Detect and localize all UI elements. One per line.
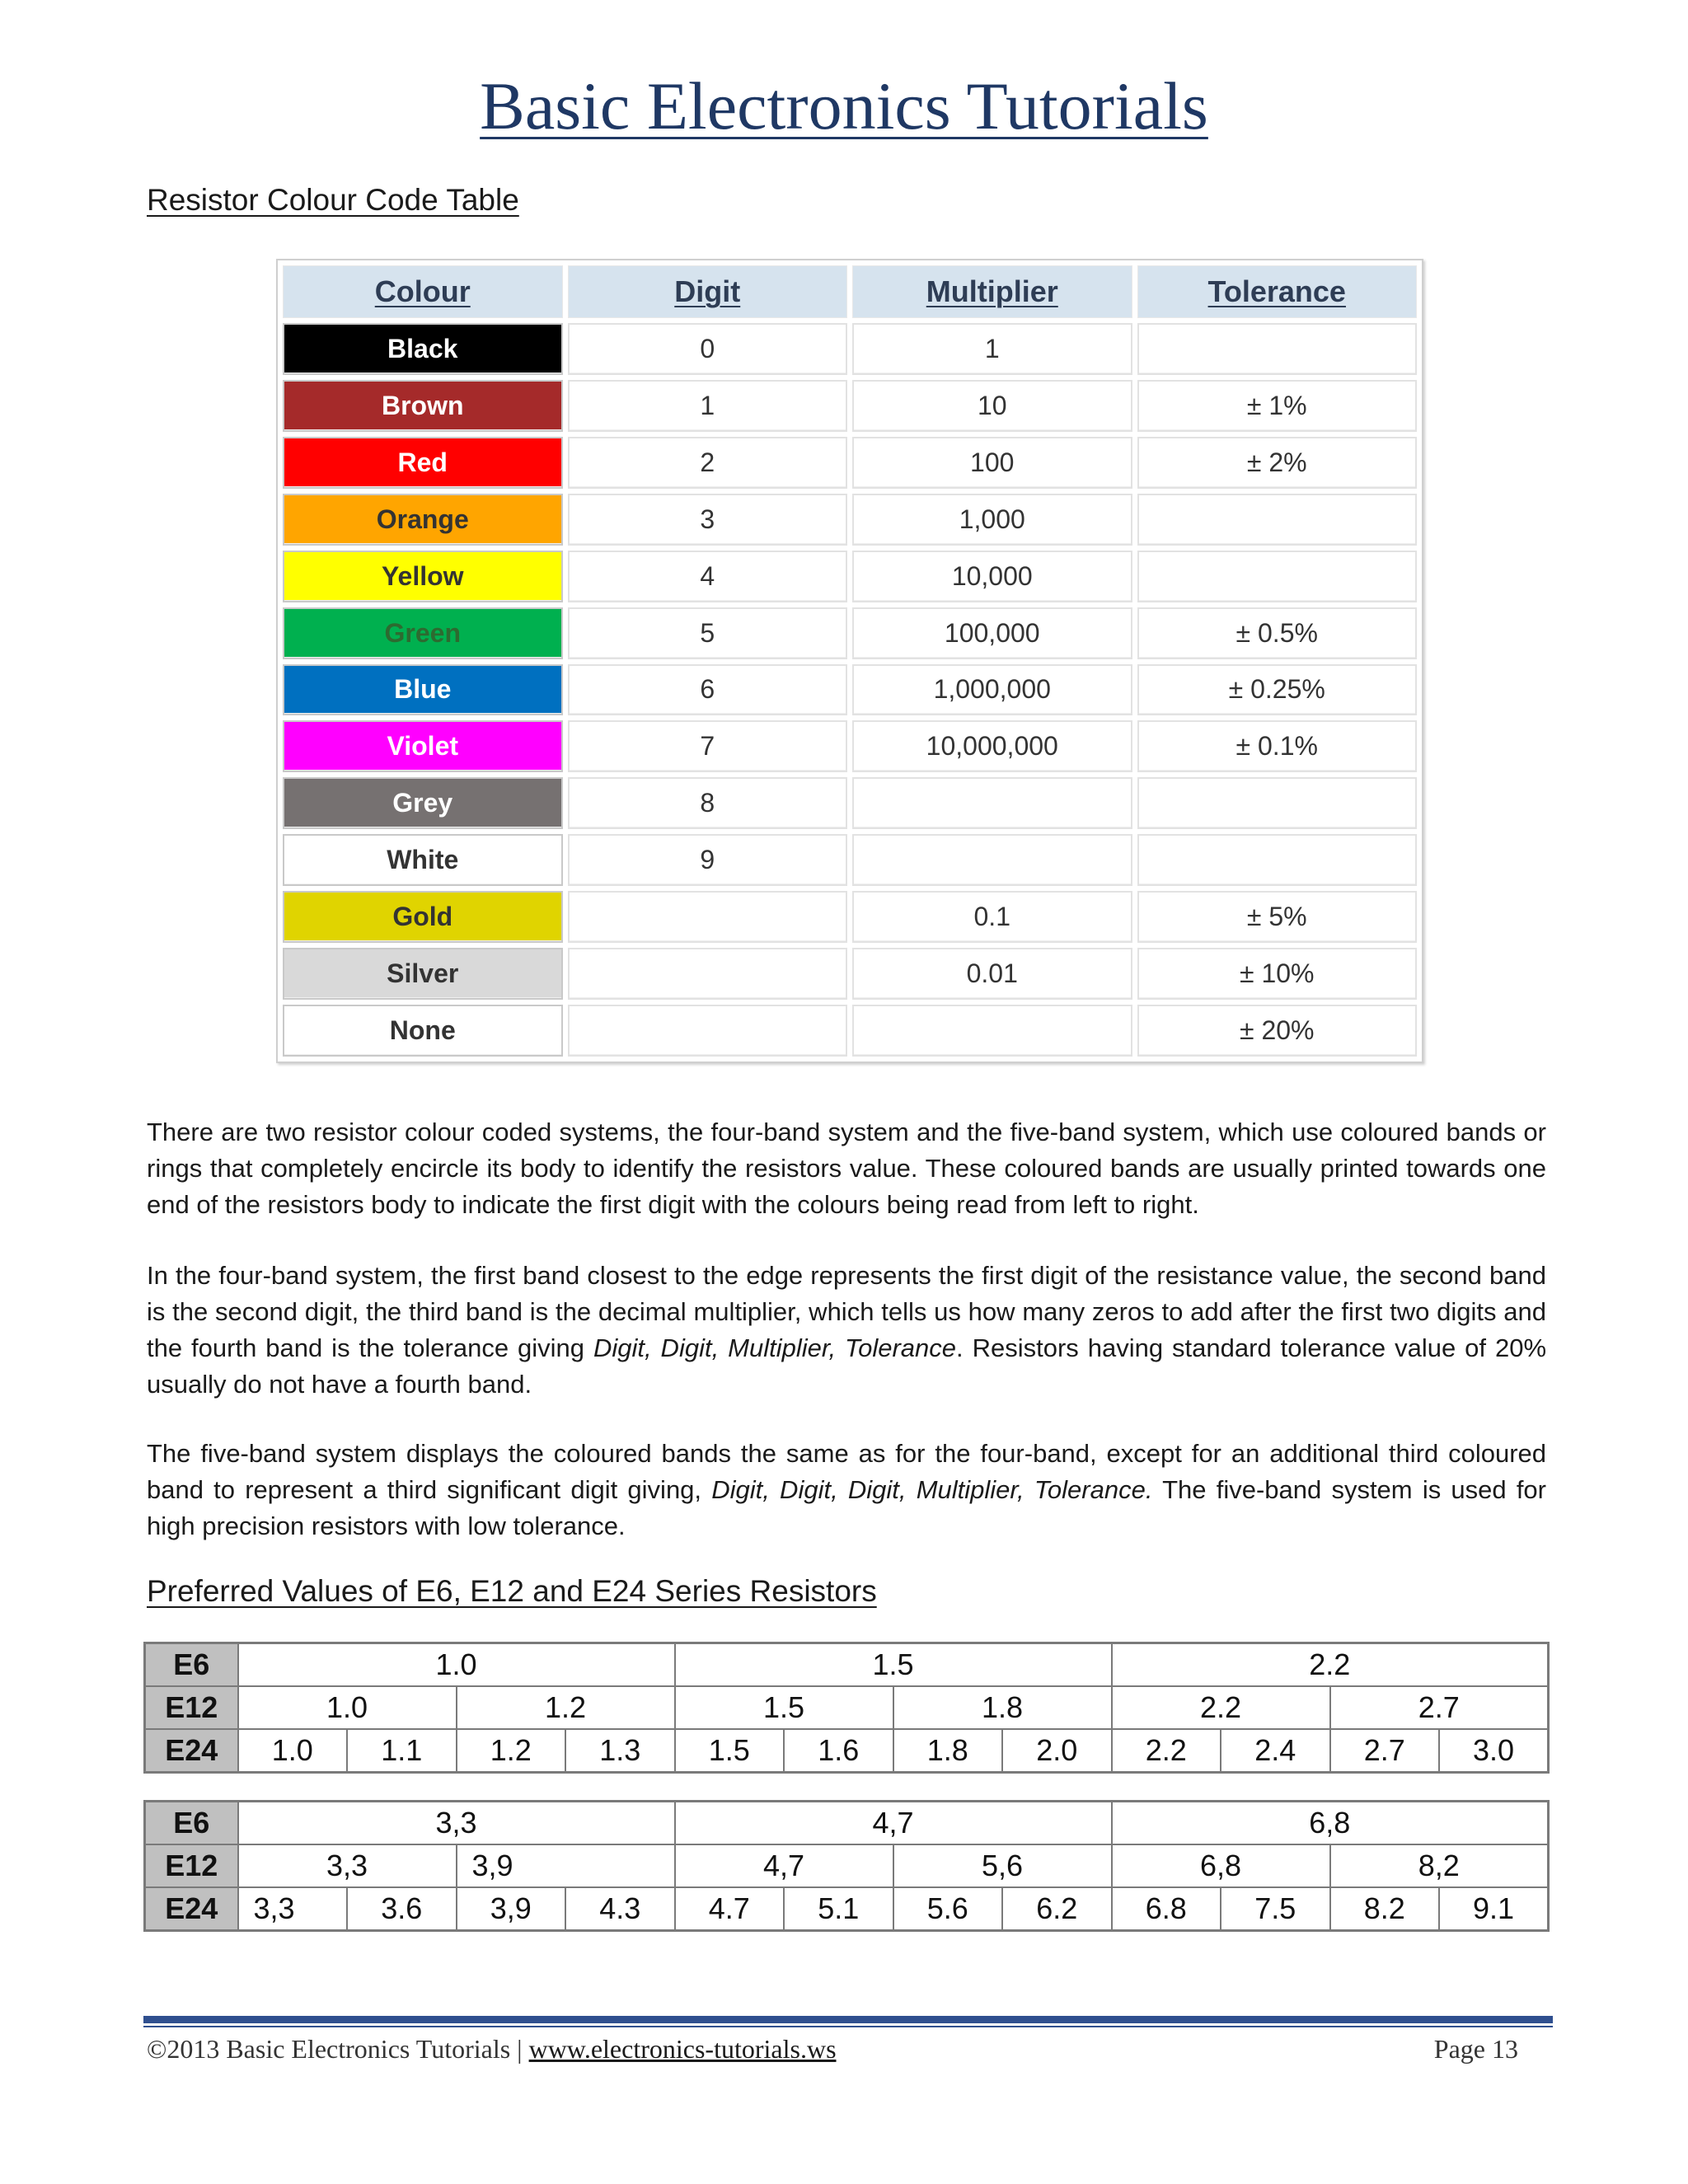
colour-swatch-cell: Brown [283, 380, 563, 432]
digit-cell: 0 [568, 323, 848, 375]
e12-value: 1.5 [675, 1686, 893, 1729]
colour-code-table-container [276, 259, 1423, 1063]
footer-copyright: ©2013 Basic Electronics Tutorials [147, 2034, 511, 2064]
tolerance-cell: ± 0.1% [1137, 720, 1418, 772]
page-title: Basic Electronics Tutorials [480, 68, 1208, 143]
paragraph-emphasis: Digit, Digit, Multiplier, Tolerance [593, 1333, 957, 1362]
colour-table-body [283, 323, 1417, 1057]
e24-value: 3,9 [457, 1887, 566, 1931]
e6-value: 1.5 [675, 1643, 1112, 1687]
colour-swatch-cell: Yellow [283, 551, 563, 602]
paragraph-five-band [147, 1436, 1546, 1544]
e6-row [145, 1643, 1549, 1687]
e24-value: 2.2 [1112, 1729, 1221, 1773]
multiplier-cell: 0.01 [852, 948, 1132, 1000]
e6-value: 3,3 [238, 1802, 675, 1845]
tolerance-cell [1137, 323, 1418, 375]
multiplier-cell: 1 [852, 323, 1132, 375]
e24-value: 2.4 [1221, 1729, 1330, 1773]
e12-value: 3,9 [457, 1844, 675, 1887]
e24-value: 6.2 [1002, 1887, 1112, 1931]
row-header-e24: E24 [145, 1729, 238, 1773]
table-row [283, 1005, 1417, 1057]
column-header-colour[interactable]: Colour [283, 265, 563, 318]
digit-cell: 8 [568, 777, 848, 829]
e12-value: 2.7 [1330, 1686, 1549, 1729]
multiplier-cell: 1,000,000 [852, 664, 1132, 716]
colour-swatch-cell: Gold [283, 891, 563, 943]
colour-swatch-cell: None [283, 1005, 563, 1057]
e24-value: 2.0 [1002, 1729, 1112, 1773]
e6-row [145, 1802, 1549, 1845]
table-row [283, 664, 1417, 716]
digit-cell [568, 891, 848, 943]
row-header-e12: E12 [145, 1686, 238, 1729]
paragraph-four-band [147, 1258, 1546, 1403]
tolerance-cell: ± 0.25% [1137, 664, 1418, 716]
e24-value: 8.2 [1330, 1887, 1440, 1931]
e12-value: 1.2 [457, 1686, 675, 1729]
e24-value: 7.5 [1221, 1887, 1330, 1931]
e24-value: 9.1 [1439, 1887, 1549, 1931]
table-row [283, 380, 1417, 432]
colour-swatch-cell: Red [283, 437, 563, 489]
e12-row [145, 1686, 1549, 1729]
footer-rule [143, 2016, 1553, 2023]
table-row [283, 437, 1417, 489]
column-header-multiplier[interactable]: Multiplier [852, 265, 1132, 318]
multiplier-cell: 1,000 [852, 494, 1132, 546]
multiplier-cell: 10,000,000 [852, 720, 1132, 772]
e24-value: 1.0 [238, 1729, 348, 1773]
e24-value: 1.5 [675, 1729, 785, 1773]
colour-swatch-cell: Black [283, 323, 563, 375]
multiplier-cell: 100,000 [852, 607, 1132, 659]
multiplier-cell [852, 834, 1132, 886]
e12-value: 1.0 [238, 1686, 457, 1729]
e24-value: 3,3 [238, 1887, 348, 1931]
e12-value: 4,7 [675, 1844, 893, 1887]
row-header-e24: E24 [145, 1887, 238, 1931]
tolerance-cell [1137, 777, 1418, 829]
colour-code-table [278, 260, 1422, 1062]
table-row [283, 948, 1417, 1000]
colour-swatch-cell: Violet [283, 720, 563, 772]
e12-value: 2.2 [1112, 1686, 1330, 1729]
table-row [283, 834, 1417, 886]
digit-cell: 4 [568, 551, 848, 602]
footer-rule-thin [143, 2026, 1553, 2027]
digit-cell: 5 [568, 607, 848, 659]
paragraph-text: In the four-band system, the first band closest to the edge represents the first digit of the resistance value, the second band is the second digit, the third band is the decimal multiplier, which tells us how many zeros to add after the first two digits and the fourth band is the tolerance giving [147, 1261, 1546, 1362]
e24-value: 3.0 [1439, 1729, 1549, 1773]
page-number: Page 13 [1433, 2034, 1518, 2064]
colour-swatch-cell: Grey [283, 777, 563, 829]
multiplier-cell: 0.1 [852, 891, 1132, 943]
table-row [283, 720, 1417, 772]
tolerance-cell [1137, 834, 1418, 886]
preferred-values-heading: Preferred Values of E6, E12 and E24 Series Resistors [147, 1574, 877, 1608]
multiplier-cell [852, 777, 1132, 829]
footer-left [147, 2034, 837, 2064]
colour-swatch-cell: Silver [283, 948, 563, 1000]
e24-value: 5.6 [893, 1887, 1003, 1931]
e12-value: 3,3 [238, 1844, 457, 1887]
table-row [283, 323, 1417, 375]
tolerance-cell [1137, 551, 1418, 602]
row-header-e6: E6 [145, 1643, 238, 1687]
e12-value: 8,2 [1330, 1844, 1549, 1887]
row-header-e12: E12 [145, 1844, 238, 1887]
table-row [283, 891, 1417, 943]
column-header-digit[interactable]: Digit [568, 265, 848, 318]
table-row [283, 494, 1417, 546]
row-header-e6: E6 [145, 1802, 238, 1845]
multiplier-cell: 100 [852, 437, 1132, 489]
digit-cell [568, 1005, 848, 1057]
e24-row [145, 1729, 1549, 1773]
digit-cell: 1 [568, 380, 848, 432]
e24-value: 1.3 [565, 1729, 675, 1773]
table-row [283, 777, 1417, 829]
e12-value: 1.8 [893, 1686, 1112, 1729]
column-header-tolerance[interactable]: Tolerance [1137, 265, 1418, 318]
digit-cell: 6 [568, 664, 848, 716]
paragraph-emphasis: Digit, Digit, Digit, Multiplier, Tolerance. [711, 1475, 1153, 1504]
digit-cell [568, 948, 848, 1000]
tolerance-cell: ± 5% [1137, 891, 1418, 943]
table-row [283, 607, 1417, 659]
table-row [283, 551, 1417, 602]
e6-value: 6,8 [1112, 1802, 1549, 1845]
paragraph-text: The five-band system is used for high precision resistors with low tolerance. [147, 1475, 1546, 1540]
e24-value: 5.1 [784, 1887, 893, 1931]
tolerance-cell: ± 10% [1137, 948, 1418, 1000]
e12-value: 5,6 [893, 1844, 1112, 1887]
multiplier-cell: 10 [852, 380, 1132, 432]
tolerance-cell: ± 0.5% [1137, 607, 1418, 659]
e6-value: 2.2 [1112, 1643, 1549, 1687]
e24-value: 1.6 [784, 1729, 893, 1773]
colour-swatch-cell: Green [283, 607, 563, 659]
paragraph-band-systems: There are two resistor colour coded systems, the four-band system and the five-band system, which use coloured bands or rings that completely encircle its body to identify the resistors value. These coloured bands are usually printed towards one end of the resistors body to indicate the first digit with the colours being read from left to right. [147, 1118, 1546, 1219]
colour-swatch-cell: Blue [283, 664, 563, 716]
footer-separator: | [510, 2034, 529, 2064]
tolerance-cell: ± 20% [1137, 1005, 1418, 1057]
digit-cell: 3 [568, 494, 848, 546]
colour-code-heading: Resistor Colour Code Table [147, 183, 519, 217]
eseries-table-1 [143, 1642, 1550, 1774]
e24-value: 1.2 [457, 1729, 566, 1773]
e24-value: 4.3 [565, 1887, 675, 1931]
e12-value: 6,8 [1112, 1844, 1330, 1887]
e24-row [145, 1887, 1549, 1931]
colour-table-header-row [283, 265, 1417, 318]
e12-row [145, 1844, 1549, 1887]
tolerance-cell: ± 2% [1137, 437, 1418, 489]
colour-swatch-cell: White [283, 834, 563, 886]
paragraph-text: . Resistors having standard tolerance value of 20% usually do not have a fourth band. [147, 1333, 1547, 1399]
e6-value: 1.0 [238, 1643, 675, 1687]
tolerance-cell: ± 1% [1137, 380, 1418, 432]
e24-value: 4.7 [675, 1887, 785, 1931]
e24-value: 1.1 [347, 1729, 457, 1773]
paragraph-text: The five-band system displays the coloured bands the same as for the four-band, except for an additional third coloured band to represent a third significant digit giving, [147, 1439, 1546, 1504]
digit-cell: 9 [568, 834, 848, 886]
e24-value: 6.8 [1112, 1887, 1221, 1931]
digit-cell: 7 [568, 720, 848, 772]
e6-value: 4,7 [675, 1802, 1112, 1845]
e24-value: 2.7 [1330, 1729, 1440, 1773]
eseries-table-2 [143, 1800, 1550, 1932]
digit-cell: 2 [568, 437, 848, 489]
multiplier-cell: 10,000 [852, 551, 1132, 602]
footer-website-link[interactable]: www.electronics-tutorials.ws [528, 2034, 837, 2064]
e24-value: 3.6 [347, 1887, 457, 1931]
e24-value: 1.8 [893, 1729, 1003, 1773]
tolerance-cell [1137, 494, 1418, 546]
multiplier-cell [852, 1005, 1132, 1057]
colour-swatch-cell: Orange [283, 494, 563, 546]
